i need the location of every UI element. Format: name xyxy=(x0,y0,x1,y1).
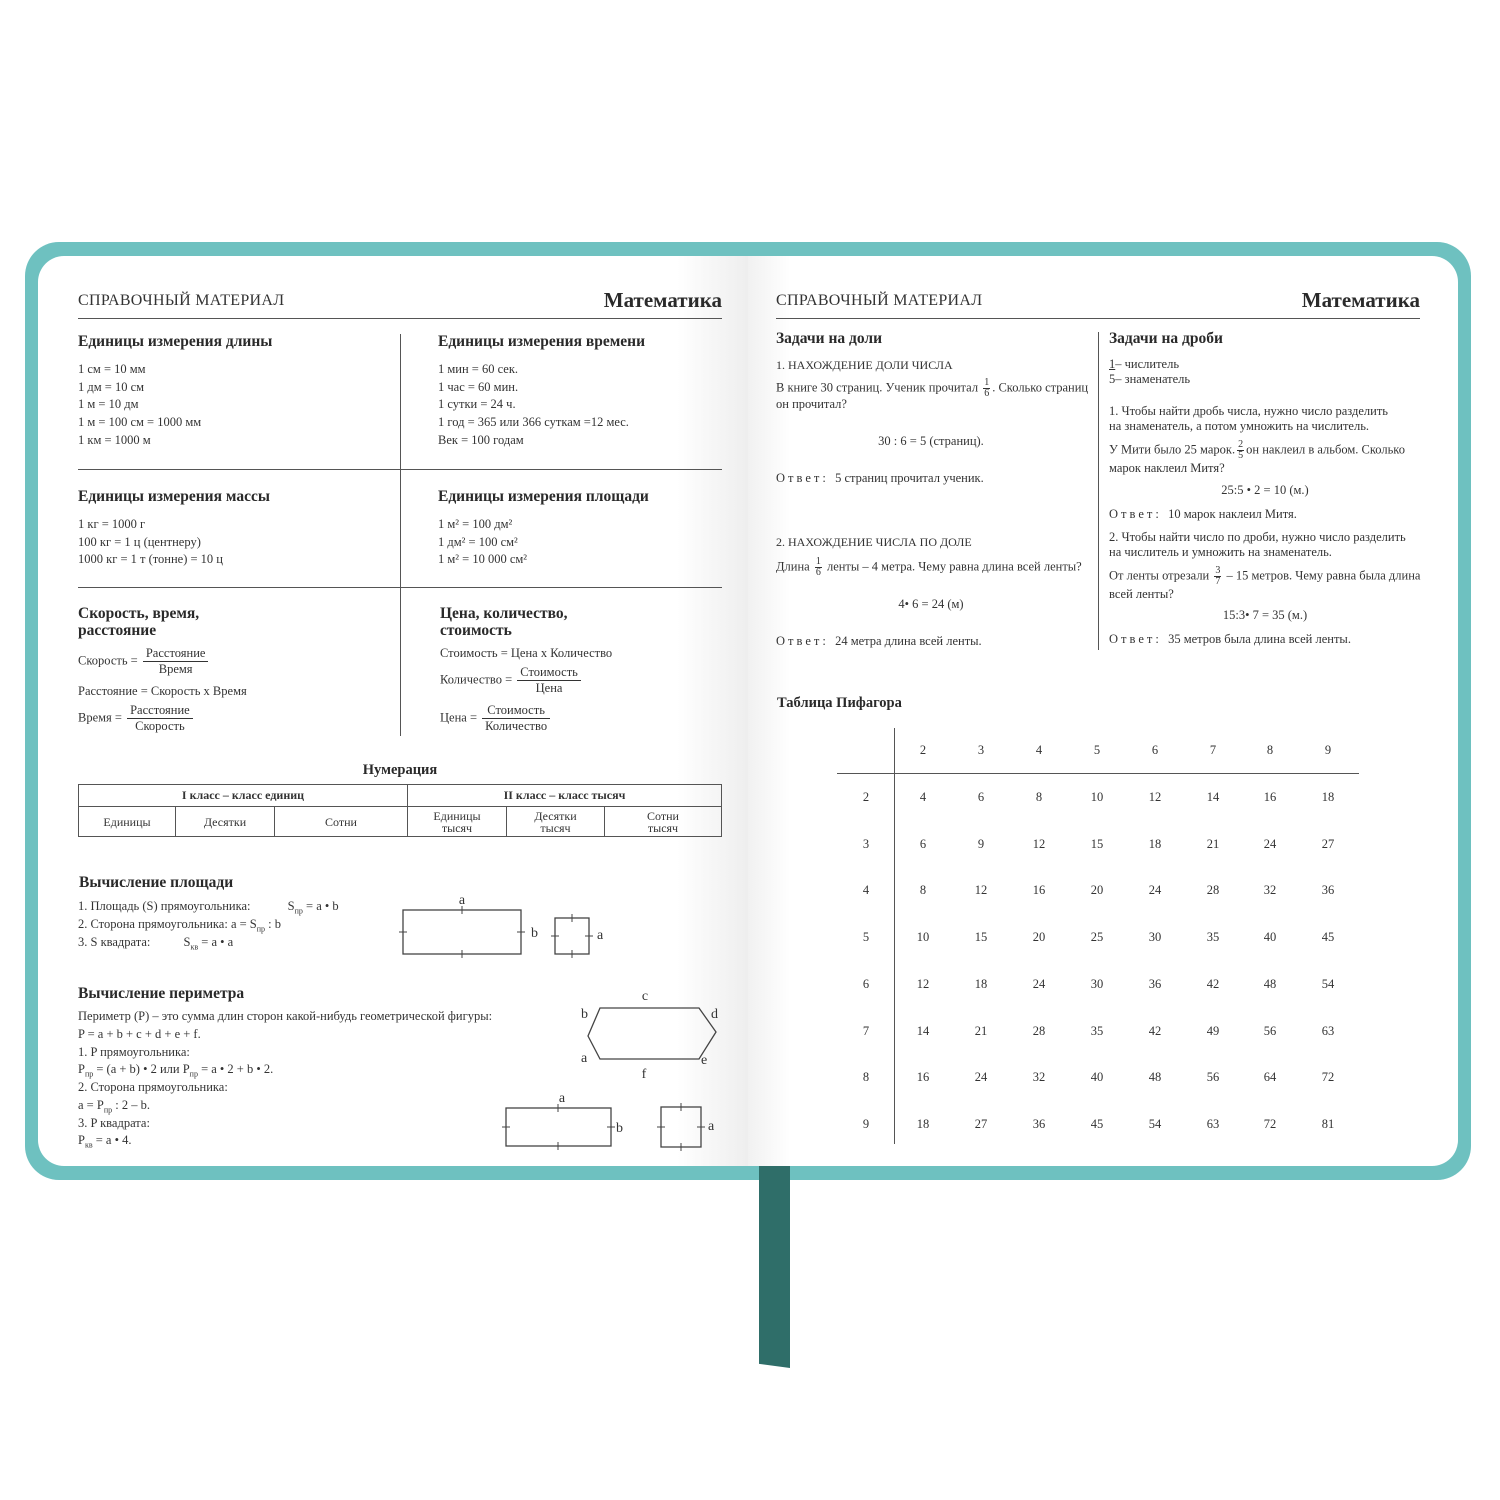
hex-label-d: d xyxy=(711,1007,718,1022)
pythagoras-cell: 12 xyxy=(1148,790,1162,804)
speed-formula-2: Расстояние = Скорость х Время xyxy=(78,684,247,698)
grid-divider-row2 xyxy=(78,587,722,588)
shares-part2-text: Длина $\frac{1}{6}$ ленты – 4 метра. Чему равна длина всей ленты? xyxy=(776,556,1082,578)
price-formula-2 xyxy=(440,665,583,696)
time-title: Единицы измерения времени xyxy=(438,333,646,350)
pythagoras-cell: 64 xyxy=(1263,1070,1277,1085)
speed-formula-label: Скорость = xyxy=(78,653,138,668)
time-list xyxy=(438,361,629,450)
pythagoras-header-cell: 4 xyxy=(1035,743,1043,757)
price-formula-label: Цена = xyxy=(440,710,477,725)
pythagoras-header-cell: 3 xyxy=(977,743,985,757)
perim-square-label-a: a xyxy=(708,1119,715,1134)
pythagoras-cell: 24 xyxy=(974,1070,988,1085)
pythagoras-cell: 56 xyxy=(1206,1070,1220,1085)
pythagoras-row-label: 4 xyxy=(862,883,870,898)
pythagoras-cell: 32 xyxy=(1263,883,1277,898)
pythagoras-cell: 35 xyxy=(1090,1023,1104,1038)
time-formula-label: Время = xyxy=(78,710,122,725)
left-header-rule xyxy=(78,318,722,319)
price-title xyxy=(440,605,567,639)
shares-part1-text: В книге 30 страниц. Ученик прочитал $\frac{1}{6}$ . Сколько страниц xyxy=(776,377,1089,399)
shares-part2-answer: Ответ: 24 метра длина всей ленты. xyxy=(776,634,982,648)
pythagoras-cell: 18 xyxy=(974,976,988,991)
rect-label-a: a xyxy=(458,893,466,908)
pythagoras-row-label: 3 xyxy=(862,836,870,851)
time-fraction: $\frac{\text{Расстояние}}{\text{Скорость}}$ xyxy=(127,703,193,734)
perimeter-line: Периметр (P) – это сумма длин сторон какой-нибудь геометрической фигуры: xyxy=(78,1009,493,1023)
pythagoras-cell: 54 xyxy=(1321,976,1335,991)
pythagoras-cell: 36 xyxy=(1032,1116,1046,1131)
pythagoras-cell: 28 xyxy=(1206,883,1220,898)
perimeter-line: P = a + b + c + d + e + f. xyxy=(78,1027,201,1041)
numeration-table xyxy=(78,784,722,837)
pythagoras-row-label: 5 xyxy=(862,930,870,945)
pythagoras-cell: 28 xyxy=(1032,1023,1046,1038)
area-calc-line-1: 1. Площадь (S) прямоугольника: $S_{пр} = a$ • b xyxy=(78,899,339,916)
fractions-example-2-calc: 15:3• 7 = 35 (м.) xyxy=(1222,608,1308,622)
hex-label-f: f xyxy=(641,1067,647,1082)
pythagoras-cell: 15 xyxy=(974,930,988,945)
pythagoras-cell: 24 xyxy=(1263,836,1277,851)
quantity-formula-label: Количество = xyxy=(440,672,513,687)
pythagoras-cell: 42 xyxy=(1148,1023,1162,1038)
numeration-class-2: II класс – класс тысяч xyxy=(408,785,722,807)
fractions-rule-2: 2. Чтобы найти число по дроби, нужно число разделить на числитель и умножить на знаменатель. xyxy=(1109,530,1406,559)
fractions-example-1-answer: Ответ: 10 марок наклеил Митя. xyxy=(1109,507,1297,521)
pythagoras-cell: 20 xyxy=(1032,930,1046,945)
pythagoras-cell: 8 xyxy=(1035,790,1043,804)
mass-title: Единицы измерения массы xyxy=(78,488,270,505)
pythagoras-cell: 21 xyxy=(1206,836,1220,851)
right-header-label: СПРАВОЧНЫЙ МАТЕРИАЛ xyxy=(776,292,983,309)
area-units-title: Единицы измерения площади xyxy=(438,488,649,505)
pythagoras-cell: 30 xyxy=(1148,930,1162,945)
mass-line: 1 кг = 1000 г xyxy=(78,517,146,531)
hex-label-c: c xyxy=(641,989,649,1004)
pythagoras-row-label: 8 xyxy=(862,1070,870,1085)
pythagoras-cell: 36 xyxy=(1321,883,1335,898)
numeration-cell: Сотни тысяч xyxy=(605,807,722,837)
pythagoras-row-label: 2 xyxy=(862,790,870,804)
hex-label-b: b xyxy=(581,1007,588,1022)
length-line: 1 км = 1000 м xyxy=(78,432,151,447)
shares-part2-calc: 4• 6 = 24 (м) xyxy=(898,597,964,611)
fractions-fraction-2: $\frac{3}{7}$ xyxy=(1215,565,1221,587)
fractions-rule-1: 1. Чтобы найти дробь числа, нужно число разделить на знаменатель, а потом умножить на числитель. xyxy=(1109,404,1388,433)
pythagoras-cell: 10 xyxy=(916,930,930,945)
pythagoras-header-cell: 5 xyxy=(1093,743,1101,757)
speed-title-line1: Скорость, время, xyxy=(78,605,200,622)
pythagoras-cell: 63 xyxy=(1206,1116,1220,1131)
price-formula-1: Стоимость = Цена х Количество xyxy=(440,646,613,660)
pythagoras-cell: 25 xyxy=(1090,930,1104,945)
pythagoras-cell: 16 xyxy=(1263,790,1277,804)
perimeter-line: 3. P квадрата: xyxy=(78,1116,150,1130)
pythagoras-cell: 49 xyxy=(1206,1023,1220,1038)
numeration-cell: Сотни xyxy=(275,807,408,837)
numeration-title: Нумерация xyxy=(362,762,438,778)
pythagoras-header-cell: 7 xyxy=(1209,743,1217,757)
left-page xyxy=(38,256,748,1166)
perim-rect-label-b: b xyxy=(616,1121,623,1136)
pythagoras-cell: 32 xyxy=(1032,1070,1046,1085)
pythagoras-cell: 9 xyxy=(977,836,985,851)
area-units-line: 1 м² = 10 000 см² xyxy=(438,552,528,567)
numeration-cell: Единицы xyxy=(79,807,176,837)
hex-label-e: e xyxy=(701,1053,708,1068)
pythagoras-row-label: 9 xyxy=(862,1116,870,1131)
pythagoras-header-cell: 2 xyxy=(919,743,927,757)
pythagoras-cell: 24 xyxy=(1032,976,1046,991)
pythagoras-cell: 48 xyxy=(1148,1070,1162,1085)
pythagoras-cell: 18 xyxy=(1321,790,1335,804)
left-header-label: СПРАВОЧНЫЙ МАТЕРИАЛ xyxy=(78,292,285,309)
price-title-line2: стоимость xyxy=(440,622,512,639)
perim-rect-label-a: a xyxy=(558,1091,566,1106)
time-line: Век = 100 годам xyxy=(438,432,524,447)
area-calc-line-3: 3. S квадрата: $S_{кв} = a$ • a xyxy=(78,935,234,952)
time-line: 1 сутки = 24 ч. xyxy=(438,397,516,412)
shares-title: Задачи на доли xyxy=(776,330,883,347)
pythagoras-cell: 15 xyxy=(1090,836,1104,851)
left-header-title: Математика xyxy=(603,288,722,312)
pythagoras-cell: 10 xyxy=(1090,790,1104,804)
pythagoras-header-cell: 8 xyxy=(1266,743,1274,757)
fractions-legend: 1– числитель 5– знаменатель xyxy=(1109,357,1191,386)
area-units-line: 1 м² = 100 дм² xyxy=(438,517,513,531)
pythagoras-cell: 72 xyxy=(1263,1116,1277,1131)
pythagoras-cell: 6 xyxy=(919,836,927,851)
speed-title-line2: расстояние xyxy=(78,622,157,639)
square-label-a: a xyxy=(597,928,604,943)
pythagoras-header-rule xyxy=(837,773,1359,774)
perimeter-title: Вычисление периметра xyxy=(78,985,245,1002)
right-column-divider xyxy=(1098,332,1099,650)
pythagoras-cell: 45 xyxy=(1321,930,1335,945)
fractions-example-2: От ленты отрезали $\frac{3}{7}$ – 15 метров. Чему равна была длина всей ленты? xyxy=(1109,565,1421,601)
perimeter-line: 1. P прямоугольника: xyxy=(78,1045,190,1059)
mass-line: 1000 кг = 1 т (тонне) = 10 ц xyxy=(78,552,224,567)
price-formula-3 xyxy=(440,703,552,734)
pythagoras-row-label: 6 xyxy=(862,976,870,991)
speed-fraction: $\frac{\text{Расстояние}}{\text{Время}}$ xyxy=(143,646,209,677)
pythagoras-cell: 4 xyxy=(919,790,927,804)
perimeter-line: $P_{кв} = a$ • 4. xyxy=(78,1133,132,1150)
fractions-example-1: У Мити было 25 марок. $\frac{2}{5}$ он наклеил в альбом. Сколько марок наклеил Митя? xyxy=(1109,439,1405,475)
area-calc-title: Вычисление площади xyxy=(79,874,234,891)
pythagoras-header-cell: 6 xyxy=(1151,743,1159,757)
length-title: Единицы измерения длины xyxy=(78,333,273,350)
length-line: 1 м = 10 дм xyxy=(78,397,139,412)
hexagon-diagram xyxy=(573,984,733,1084)
time-line: 1 час = 60 мин. xyxy=(438,379,519,394)
pythagoras-cell: 72 xyxy=(1321,1070,1335,1085)
shares-fraction-2: $\frac{1}{6}$ xyxy=(815,556,821,578)
pythagoras-header-cell: 9 xyxy=(1324,743,1332,757)
pythagoras-cell: 18 xyxy=(1148,836,1162,851)
speed-formula-3 xyxy=(78,703,195,734)
pythagoras-cell: 12 xyxy=(916,976,930,991)
pythagoras-cell: 6 xyxy=(977,790,985,804)
pythagoras-cell: 27 xyxy=(974,1116,988,1131)
perimeter-line: 2. Сторона прямоугольника: xyxy=(78,1080,228,1094)
price-title-line1: Цена, количество, xyxy=(440,605,568,622)
pythagoras-cell: 16 xyxy=(916,1070,930,1085)
numeration-cell: Десятки тысяч xyxy=(507,807,605,837)
pythagoras-cell: 16 xyxy=(1032,883,1046,898)
shares-part1-text-2: он прочитал? xyxy=(776,397,847,411)
right-page xyxy=(748,256,1458,1166)
time-line: 1 мин = 60 сек. xyxy=(438,362,519,376)
fractions-example-2-answer: Ответ: 35 метров была длина всей ленты. xyxy=(1109,632,1351,646)
pythagoras-cell: 54 xyxy=(1148,1116,1162,1131)
fractions-title: Задачи на дроби xyxy=(1109,330,1223,347)
right-header-title: Математика xyxy=(1301,288,1420,312)
bookmark-ribbon xyxy=(759,1160,790,1368)
speed-title xyxy=(78,605,199,639)
grid-divider-row1 xyxy=(78,469,722,470)
pythagoras-cell: 18 xyxy=(916,1116,930,1131)
right-header-rule xyxy=(776,318,1420,319)
area-units-line: 1 дм² = 100 см² xyxy=(438,534,518,549)
mass-line: 100 кг = 1 ц (центнеру) xyxy=(78,534,201,549)
fractions-example-1-calc: 25:5 • 2 = 10 (м.) xyxy=(1221,483,1309,497)
pythagoras-cell: 24 xyxy=(1148,883,1162,898)
hex-label-a: a xyxy=(581,1051,588,1066)
pythagoras-cell: 42 xyxy=(1206,976,1220,991)
pythagoras-cell: 40 xyxy=(1090,1070,1104,1085)
pythagoras-cell: 30 xyxy=(1090,976,1104,991)
pythagoras-cell: 14 xyxy=(916,1023,930,1038)
pythagoras-cell: 12 xyxy=(1032,836,1046,851)
price-fraction: $\frac{\text{Стоимость}}{\text{Количество}}$ xyxy=(482,703,550,734)
pythagoras-cell: 21 xyxy=(974,1023,988,1038)
numeration-class-1: I класс – класс единиц xyxy=(79,785,408,807)
pythagoras-row-label: 7 xyxy=(862,1023,870,1038)
perimeter-line: $a = P_{пр}$ : 2 – b. xyxy=(78,1098,150,1115)
speed-formula-1 xyxy=(78,646,210,677)
pythagoras-cell: 40 xyxy=(1263,930,1277,945)
pythagoras-cell: 48 xyxy=(1263,976,1277,991)
area-units-list xyxy=(438,516,527,569)
perimeter-line: $P_{пр} = (a + b)$ • 2 или $P_{пр} = a$ • 2 + b • 2. xyxy=(78,1062,274,1079)
shares-fraction: $\frac{1}{6}$ xyxy=(984,377,990,399)
quantity-fraction: $\frac{\text{Стоимость}}{\text{Цена}}$ xyxy=(517,665,581,696)
time-line: 1 год = 365 или 366 суткам =12 мес. xyxy=(438,415,629,430)
pythagoras-cell: 14 xyxy=(1206,790,1220,804)
pythagoras-cell: 27 xyxy=(1321,836,1335,851)
perimeter-rect-diagram xyxy=(498,1088,728,1154)
rect-label-b: b xyxy=(531,926,538,941)
pythagoras-cell: 35 xyxy=(1206,930,1220,945)
shares-part1-answer: Ответ: 5 страниц прочитал ученик. xyxy=(776,471,984,485)
area-calc-line-2: 2. Сторона прямоугольника: $a = S_{пр}$ : b xyxy=(78,917,282,934)
shares-part1-calc: 30 : 6 = 5 (страниц). xyxy=(878,434,984,448)
grid-divider-vertical xyxy=(400,334,401,736)
pythagoras-cell: 63 xyxy=(1321,1023,1335,1038)
mass-list xyxy=(78,516,223,569)
length-line: 1 дм = 10 см xyxy=(78,379,145,394)
pythagoras-cell: 20 xyxy=(1090,883,1104,898)
area-diagram xyxy=(393,886,623,958)
numeration-cell: Единицы тысяч xyxy=(408,807,507,837)
length-line: 1 см = 10 мм xyxy=(78,362,146,376)
pythagoras-cell: 45 xyxy=(1090,1116,1104,1131)
pythagoras-side-rule xyxy=(894,728,895,1144)
pythagoras-cell: 36 xyxy=(1148,976,1162,991)
shares-part1-heading: 1. НАХОЖДЕНИЕ ДОЛИ ЧИСЛА xyxy=(776,358,953,372)
length-list xyxy=(78,361,201,450)
fractions-fraction-1: $\frac{2}{5}$ xyxy=(1238,439,1244,461)
pythagoras-cell: 8 xyxy=(919,883,927,898)
pythagoras-title: Таблица Пифагора xyxy=(777,695,902,711)
pythagoras-cell: 81 xyxy=(1321,1116,1335,1131)
shares-part2-heading: 2. НАХОЖДЕНИЕ ЧИСЛА ПО ДОЛЕ xyxy=(776,535,972,549)
pythagoras-cell: 12 xyxy=(974,883,988,898)
pythagoras-cell: 56 xyxy=(1263,1023,1277,1038)
length-line: 1 м = 100 см = 1000 мм xyxy=(78,415,202,430)
numeration-cell: Десятки xyxy=(176,807,275,837)
